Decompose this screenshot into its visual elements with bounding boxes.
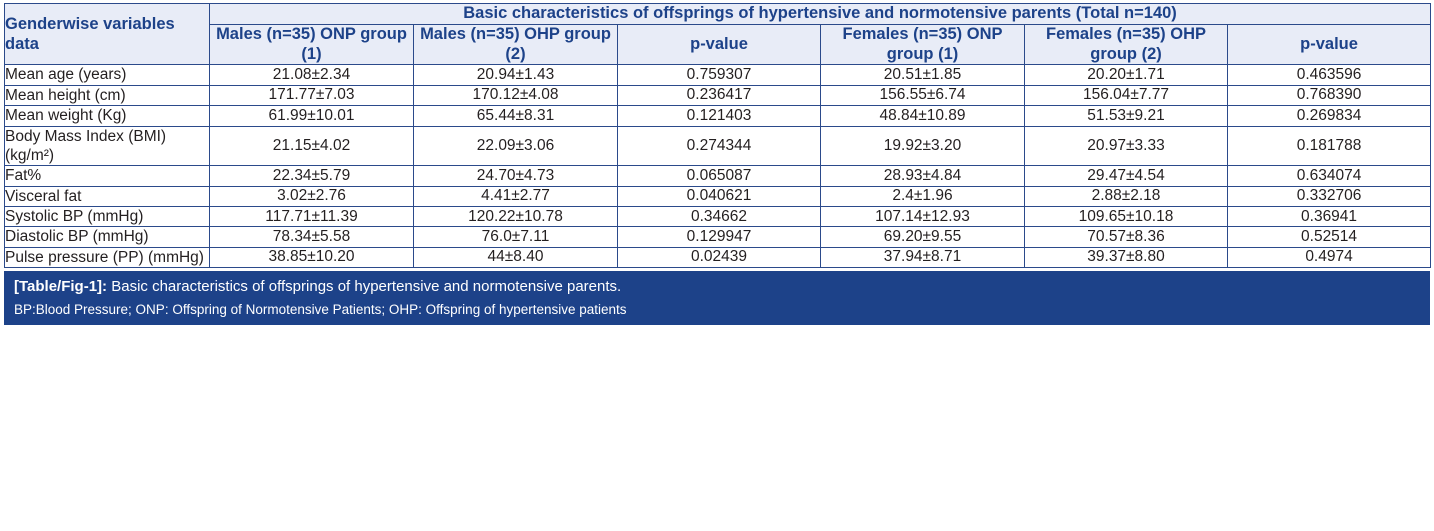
cell-value: 39.37±8.80: [1025, 247, 1228, 267]
cell-value: 0.34662: [618, 207, 821, 227]
cell-value: 107.14±12.93: [821, 207, 1025, 227]
characteristics-table: [4, 3, 1431, 268]
cell-value: 24.70±4.73: [414, 166, 618, 186]
cell-value: 38.85±10.20: [210, 247, 414, 267]
cell-value: 156.04±7.77: [1025, 85, 1228, 105]
cell-value: 37.94±8.71: [821, 247, 1025, 267]
table-row: [5, 186, 1431, 206]
cell-value: 0.768390: [1228, 85, 1431, 105]
cell-value: 21.15±4.02: [210, 126, 414, 166]
cell-value: 61.99±10.01: [210, 106, 414, 126]
cell-value: 0.463596: [1228, 65, 1431, 85]
cell-value: 0.129947: [618, 227, 821, 247]
cell-value: 70.57±8.36: [1025, 227, 1228, 247]
cell-value: 22.34±5.79: [210, 166, 414, 186]
caption-footnote: BP:Blood Pressure; ONP: Offspring of Normotensive Patients; OHP: Offspring of hypertensive patients: [14, 302, 627, 318]
cell-value: 21.08±2.34: [210, 65, 414, 85]
cell-value: 19.92±3.20: [821, 126, 1025, 166]
table-body: [5, 65, 1431, 268]
column-header-males-onp: Males (n=35) ONP group (1): [210, 24, 414, 65]
row-label: Systolic BP (mmHg): [5, 207, 210, 227]
table-header-row-group: [5, 4, 1431, 25]
table-caption: [4, 271, 1430, 324]
cell-value: 0.181788: [1228, 126, 1431, 166]
row-label: Diastolic BP (mmHg): [5, 227, 210, 247]
cell-value: 76.0±7.11: [414, 227, 618, 247]
column-header-females-ohp: Females (n=35) OHP group (2): [1025, 24, 1228, 65]
cell-value: 2.88±2.18: [1025, 186, 1228, 206]
row-label: Body Mass Index (BMI) (kg/m²): [5, 126, 210, 166]
cell-value: 156.55±6.74: [821, 85, 1025, 105]
cell-value: 20.97±3.33: [1025, 126, 1228, 166]
cell-value: 120.22±10.78: [414, 207, 618, 227]
cell-value: 65.44±8.31: [414, 106, 618, 126]
table-row: [5, 85, 1431, 105]
cell-value: 0.332706: [1228, 186, 1431, 206]
cell-value: 22.09±3.06: [414, 126, 618, 166]
table-row: [5, 227, 1431, 247]
row-label: Fat%: [5, 166, 210, 186]
table-row: [5, 247, 1431, 267]
cell-value: 0.236417: [618, 85, 821, 105]
table-header-row-columns: [5, 24, 1431, 65]
cell-value: 3.02±2.76: [210, 186, 414, 206]
cell-value: 117.71±11.39: [210, 207, 414, 227]
caption-text: Basic characteristics of offsprings of hypertensive and normotensive parents.: [111, 278, 622, 296]
cell-value: 20.20±1.71: [1025, 65, 1228, 85]
corner-header: Genderwise variables data: [5, 4, 210, 65]
cell-value: 69.20±9.55: [821, 227, 1025, 247]
cell-value: 109.65±10.18: [1025, 207, 1228, 227]
cell-value: 0.4974: [1228, 247, 1431, 267]
group-header: Basic characteristics of offsprings of hypertensive and normotensive parents (Total n=140): [210, 4, 1431, 25]
cell-value: 2.4±1.96: [821, 186, 1025, 206]
cell-value: 0.040621: [618, 186, 821, 206]
table-row: [5, 126, 1431, 166]
cell-value: 4.41±2.77: [414, 186, 618, 206]
column-header-females-onp: Females (n=35) ONP group (1): [821, 24, 1025, 65]
cell-value: 0.121403: [618, 106, 821, 126]
table-row: [5, 166, 1431, 186]
row-label: Mean height (cm): [5, 85, 210, 105]
column-header-males-pvalue: p-value: [618, 24, 821, 65]
column-header-females-pvalue: p-value: [1228, 24, 1431, 65]
cell-value: 0.02439: [618, 247, 821, 267]
cell-value: 29.47±4.54: [1025, 166, 1228, 186]
cell-value: 20.51±1.85: [821, 65, 1025, 85]
row-label: Visceral fat: [5, 186, 210, 206]
cell-value: 171.77±7.03: [210, 85, 414, 105]
cell-value: 0.759307: [618, 65, 821, 85]
cell-value: 28.93±4.84: [821, 166, 1025, 186]
cell-value: 0.634074: [1228, 166, 1431, 186]
cell-value: 48.84±10.89: [821, 106, 1025, 126]
row-label: Mean weight (Kg): [5, 106, 210, 126]
table-row: [5, 207, 1431, 227]
cell-value: 44±8.40: [414, 247, 618, 267]
table-head: [5, 4, 1431, 65]
caption-tag: [Table/Fig-1]:: [14, 278, 108, 296]
cell-value: 20.94±1.43: [414, 65, 618, 85]
cell-value: 0.269834: [1228, 106, 1431, 126]
cell-value: 51.53±9.21: [1025, 106, 1228, 126]
cell-value: 0.065087: [618, 166, 821, 186]
column-header-males-ohp: Males (n=35) OHP group (2): [414, 24, 618, 65]
cell-value: 0.36941: [1228, 207, 1431, 227]
cell-value: 0.274344: [618, 126, 821, 166]
row-label: Mean age (years): [5, 65, 210, 85]
cell-value: 78.34±5.58: [210, 227, 414, 247]
table-row: [5, 65, 1431, 85]
row-label: Pulse pressure (PP) (mmHg): [5, 247, 210, 267]
cell-value: 0.52514: [1228, 227, 1431, 247]
cell-value: 170.12±4.08: [414, 85, 618, 105]
table-row: [5, 106, 1431, 126]
